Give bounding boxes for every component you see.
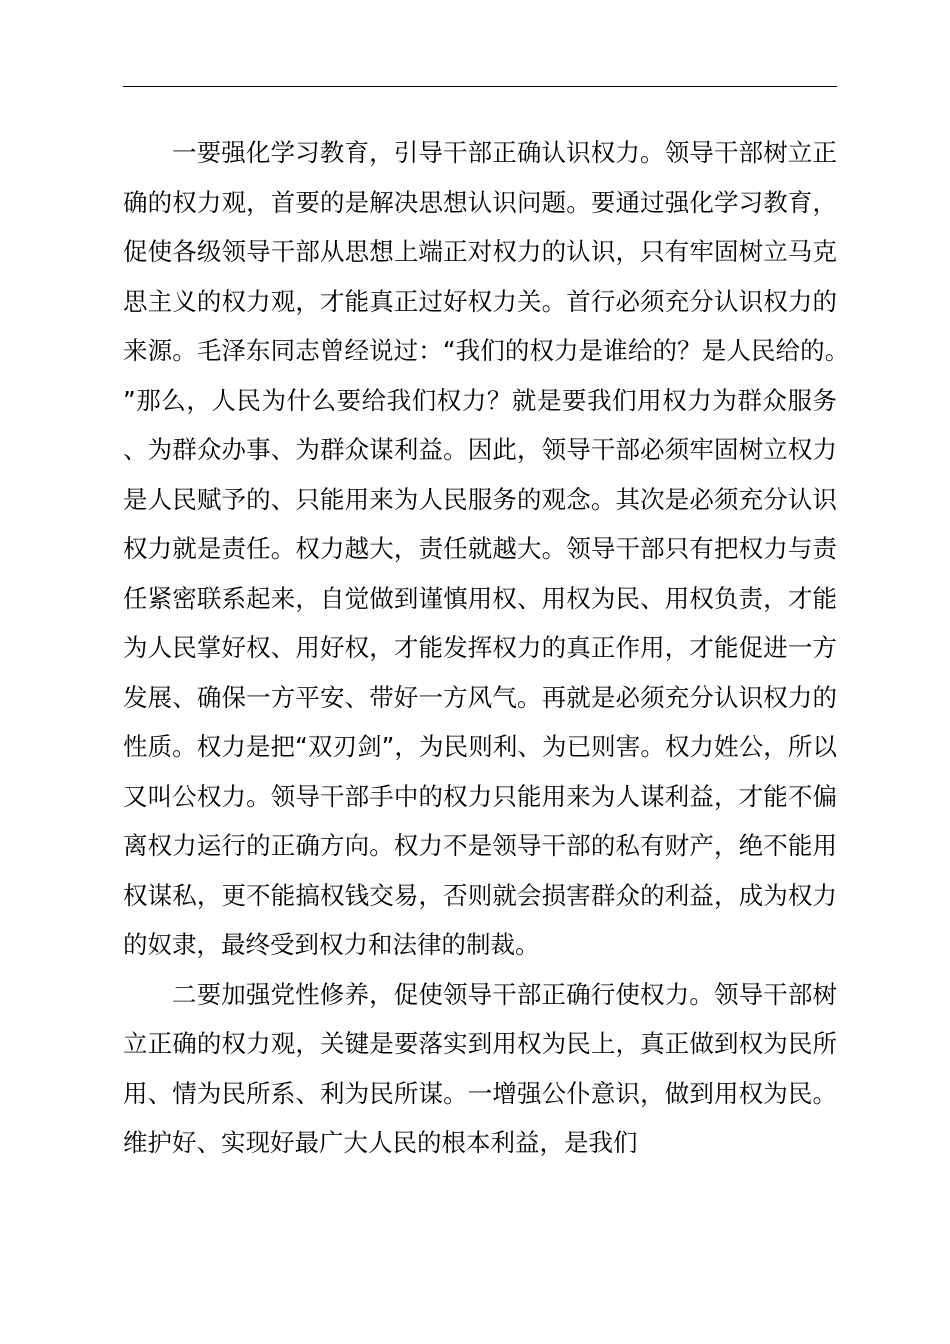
- document-body: [123, 128, 837, 1168]
- header-rule: [123, 86, 837, 87]
- paragraph-1: 一要强化学习教育，引导干部正确认识权力。领导干部树立正确的权力观，首要的是解决思想认识问题。要通过强化学习教育，促使各级领导干部从思想上端正对权力的认识，只有牢固树立马克思主义的权力观，才能真正过好权力关。首行必须充分认识权力的来源。毛泽东同志曾经说过：“我们的权力是谁给的？是人民给的。”那么，人民为什么要给我们权力？就是要我们用权力为群众服务、为群众办事、为群众谋利益。因此，领导干部必须牢固树立权力是人民赋予的、只能用来为人民服务的观念。其次是必须充分认识权力就是责任。权力越大，责任就越大。领导干部只有把权力与责任紧密联系起来，自觉做到谨慎用权、用权为民、用权负责，才能为人民掌好权、用好权，才能发挥权力的真正作用，才能促进一方发展、确保一方平安、带好一方风气。再就是必须充分认识权力的性质。权力是把“双刃剑”，为民则利、为已则害。权力姓公，所以又叫公权力。领导干部手中的权力只能用来为人谋利益，才能不偏离权力运行的正确方向。权力不是领导干部的私有财产，绝不能用权谋私，更不能搞权钱交易，否则就会损害群众的利益，成为权力的奴隶，最终受到权力和法律的制裁。: [123, 138, 837, 959]
- paragraph-2: 二要加强党性修养，促使领导干部正确行使权力。领导干部树立正确的权力观，关键是要落实到用权为民上，真正做到权为民所用、情为民所系、利为民所谋。一增强公仆意识，做到用权为民。维护好、实现好最广大人民的根本利益，是我们: [123, 979, 837, 1157]
